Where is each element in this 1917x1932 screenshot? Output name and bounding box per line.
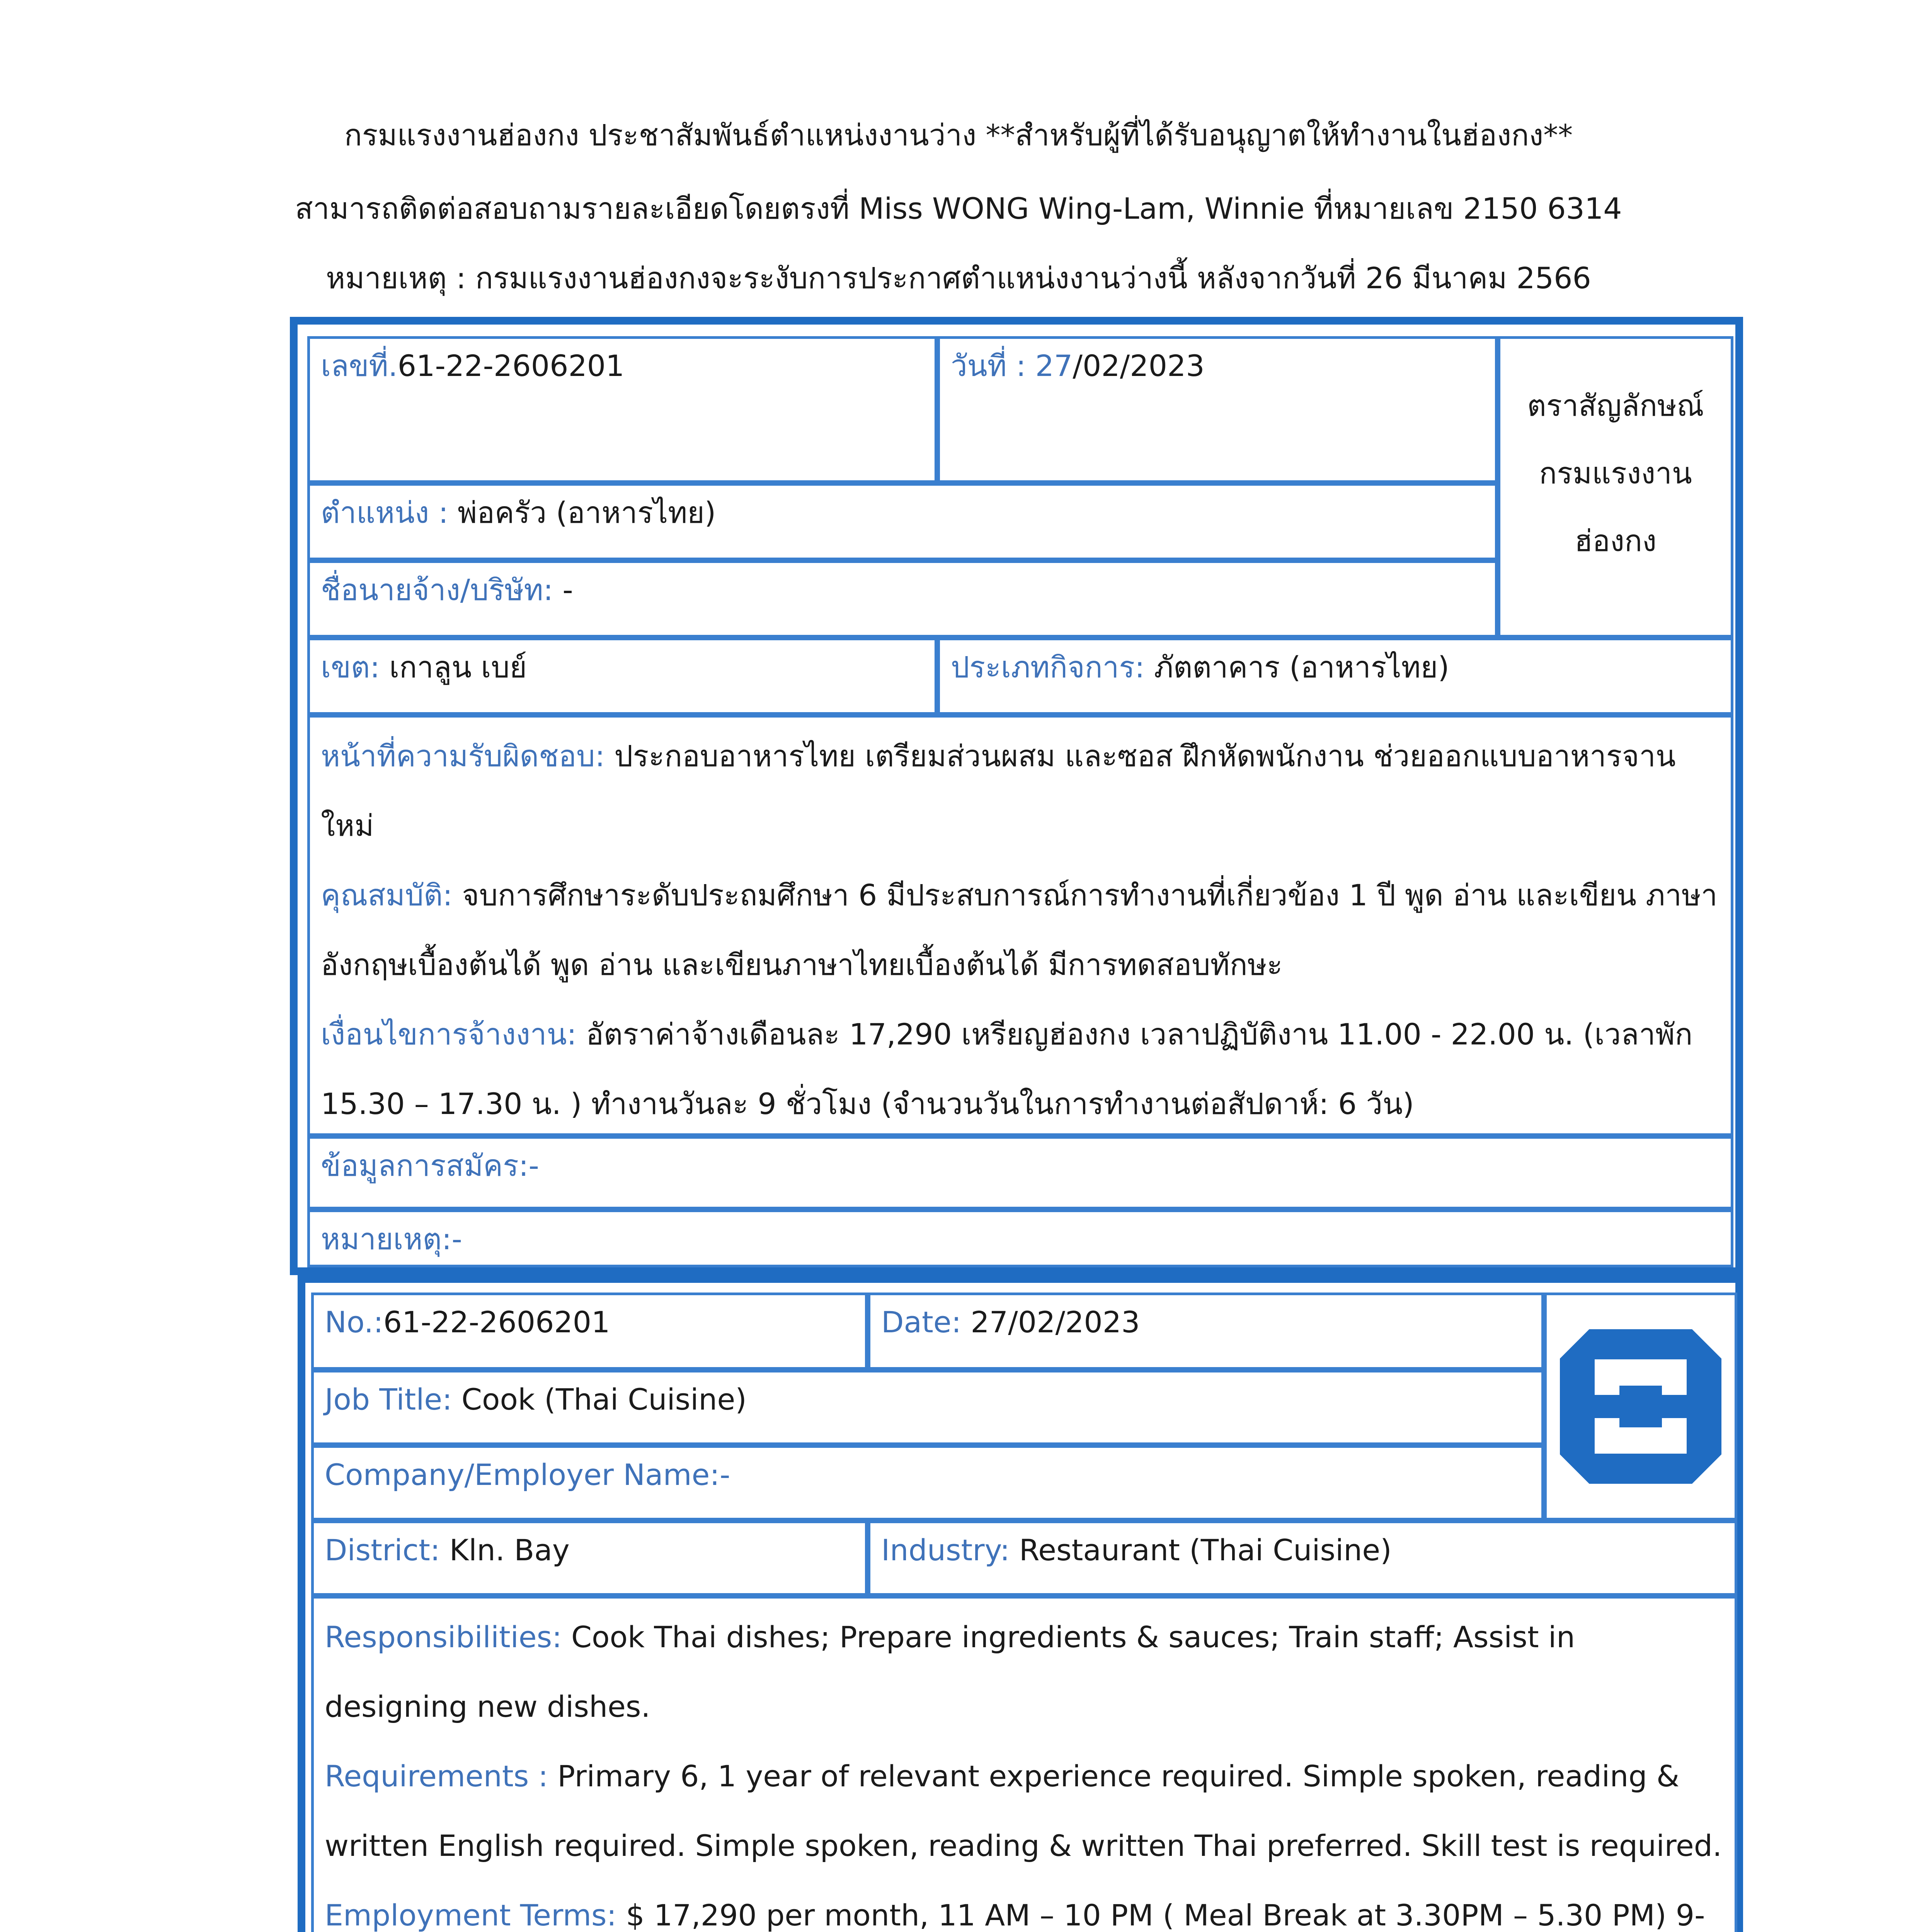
thai-vacancy-card: [290, 317, 1743, 1275]
en-requirements-block: [325, 1742, 1724, 1881]
en-requirements-value: Primary 6, 1 year of relevant experience required. Simple spoken, reading & written English required. Simple spoken, reading & written Thai preferred. Skill test is required.: [325, 1759, 1722, 1863]
thai-details-cell: [307, 715, 1733, 1136]
thai-employer-value: -: [562, 573, 573, 607]
en-date-cell: [868, 1293, 1544, 1370]
thai-date-cell: [937, 336, 1498, 483]
en-title-cell: [311, 1370, 1544, 1445]
thai-district-value: เกาลูน เบย์: [389, 650, 527, 684]
thai-emblem-cell: [1498, 336, 1733, 638]
en-responsibilities-block: [325, 1602, 1724, 1742]
en-district-cell: [311, 1520, 868, 1596]
en-company-label: Company/Employer Name:-: [325, 1458, 730, 1492]
thai-position-label: ตำแหน่ง :: [321, 495, 458, 530]
thai-remarks-label: หมายเหตุ:-: [321, 1222, 462, 1256]
thai-date-label: วันที่ : 27: [951, 349, 1073, 383]
en-logo-cell: [1544, 1293, 1737, 1520]
en-title-label: Job Title:: [325, 1382, 461, 1417]
en-title-value: Cook (Thai Cuisine): [461, 1382, 747, 1417]
thai-no-cell: [307, 336, 937, 483]
thai-qualifications-value: จบการศึกษาระดับประถมศึกษา 6 มีประสบการณ์การทำงานที่เกี่ยวข้อง 1 ปี พูด อ่าน และเขียน ภาษาอังกฤษเบื้องต้นได้ พูด อ่าน และเขียนภาษาไทยเบื้องต้นได้ มีการทดสอบทักษะ: [321, 878, 1718, 982]
thai-position-value: พ่อครัว (อาหารไทย): [458, 495, 716, 530]
header-line-1: กรมแรงงานฮ่องกง ประชาสัมพันธ์ตำแหน่งงานว่าง **สำหรับผู้ที่ได้รับอนุญาตให้ทำงานในฮ่องกง**: [344, 118, 1573, 152]
header-line-2: สามารถติดต่อสอบถามรายละเอียดโดยตรงที่ Miss WONG Wing-Lam, Winnie ที่หมายเลข 2150 6314: [295, 191, 1622, 226]
thai-industry-cell: [937, 638, 1733, 715]
en-industry-label: Industry:: [881, 1533, 1019, 1567]
thai-industry-value: ภัตตาคาร (อาหารไทย): [1154, 650, 1449, 684]
thai-no-value: 61-22-2606201: [397, 349, 625, 383]
en-district-value: Kln. Bay: [449, 1533, 570, 1567]
thai-district-label: เขต:: [321, 650, 390, 684]
en-terms-block: [325, 1881, 1724, 1932]
thai-terms-value: อัตราค่าจ้างเดือนละ 17,290 เหรียญฮ่องกง เวลาปฏิบัติงาน 11.00 - 22.00 น. (เวลาพัก 15.30 – 17.30 น. ) ทำงานวันละ 9 ชั่วโมง (จำนวนวันในการทำงานต่อสัปดาห์: 6 วัน): [321, 1017, 1693, 1121]
en-district-label: District:: [325, 1533, 449, 1567]
thai-duties-label: หน้าที่ความรับผิดชอบ:: [321, 739, 615, 773]
en-terms-value: $ 17,290 per month, 11 AM – 10 PM ( Meal Break at 3.30PM – 5.30 PM) 9-: [626, 1898, 1705, 1932]
thai-duties-value: ประกอบอาหารไทย เตรียมส่วนผสม และซอส ฝึกหัดพนักงาน ช่วยออกแบบอาหารจานใหม่: [321, 739, 1676, 843]
thai-qualifications-label: คุณสมบัติ:: [321, 878, 462, 912]
thai-application-label: ข้อมูลการสมัคร:-: [321, 1148, 539, 1183]
thai-duties-block: [321, 721, 1720, 861]
thai-terms-label: เงื่อนไขการจ้างงาน:: [321, 1017, 586, 1051]
thai-emblem-text: ตราสัญลักษณ์ กรมแรงงาน ฮ่องกง: [1527, 388, 1704, 558]
en-details-cell: [311, 1596, 1737, 1932]
thai-employer-label: ชื่อนายจ้าง/บริษัท:: [321, 573, 563, 607]
en-date-label: Date:: [881, 1305, 971, 1339]
en-industry-cell: [868, 1520, 1737, 1596]
thai-employer-cell: [307, 560, 1498, 638]
en-company-cell: [311, 1445, 1544, 1520]
en-responsibilities-value: Cook Thai dishes; Prepare ingredients & sauces; Train staff; Assist in designing new dishes.: [325, 1620, 1575, 1724]
english-vacancy-card: [298, 1275, 1743, 1932]
en-no-label: No.:: [325, 1305, 383, 1339]
thai-no-label: เลขที่.: [321, 349, 398, 383]
en-terms-label: Employment Terms:: [325, 1898, 626, 1932]
labour-department-logo-icon: [1547, 1295, 1735, 1518]
en-no-value: 61-22-2606201: [383, 1305, 610, 1339]
header-line-3: หมายเหตุ : กรมแรงงานฮ่องกงจะระงับการประกาศตำแหน่งงานว่างนี้ หลังจากวันที่ 26 มีนาคม 2566: [326, 261, 1591, 295]
thai-remarks-cell: [307, 1209, 1733, 1267]
thai-qualifications-block: [321, 861, 1720, 1000]
en-date-value: 27/02/2023: [970, 1305, 1140, 1339]
thai-application-cell: [307, 1136, 1733, 1209]
en-industry-value: Restaurant (Thai Cuisine): [1019, 1533, 1392, 1567]
thai-district-cell: [307, 638, 937, 715]
thai-position-cell: [307, 483, 1498, 560]
thai-industry-label: ประเภทกิจการ:: [951, 650, 1154, 684]
thai-terms-block: [321, 1000, 1720, 1136]
en-requirements-label: Requirements :: [325, 1759, 558, 1793]
thai-date-value: /02/2023: [1073, 349, 1205, 383]
en-responsibilities-label: Responsibilities:: [325, 1620, 571, 1654]
en-no-cell: [311, 1293, 868, 1370]
